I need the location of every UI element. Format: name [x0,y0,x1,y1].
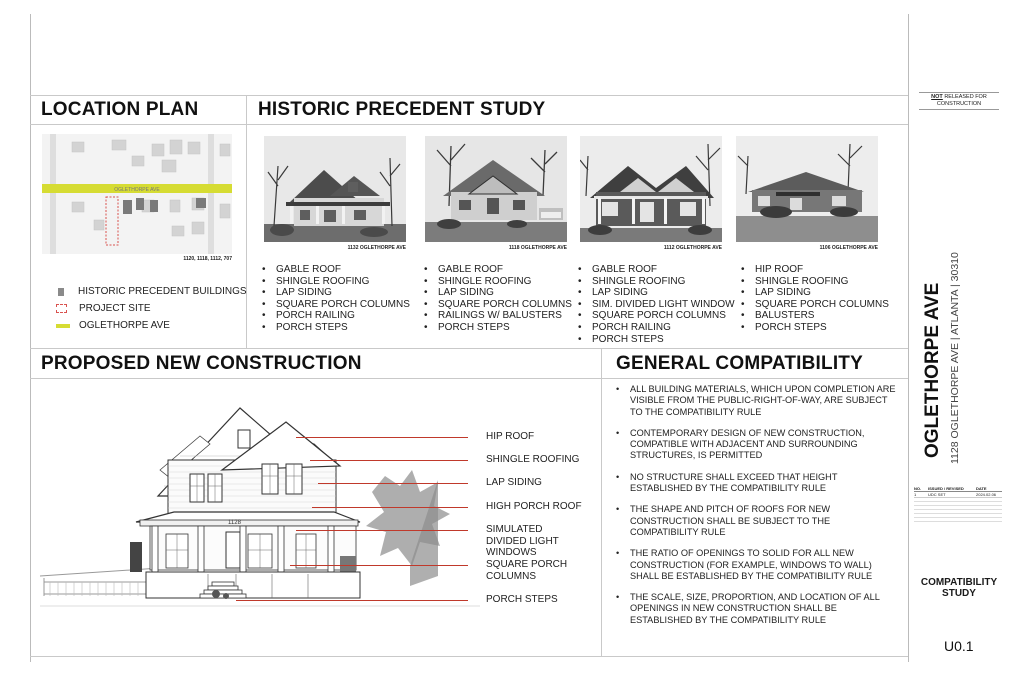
sheet-number: U0.1 [944,638,974,654]
col-divider-compat [601,348,602,656]
revision-table [914,486,1002,522]
row-divider-bottom [30,656,908,657]
compat-item: • THE SHAPE AND PITCH OF ROOFS FOR NEW CONSTRUCTION SHALL BE SUBJECT TO THE COMPATIBILITY RULE [616,504,896,538]
feature-item: • SQUARE PORCH COLUMNS [424,299,572,311]
feature-item: • LAP SIDING [578,287,735,299]
precedent-features-3 [578,264,735,345]
feature-item: • GABLE ROOF [424,264,572,276]
feature-item: • PORCH STEPS [424,322,572,334]
compat-item: • NO STRUCTURE SHALL EXCEED THAT HEIGHT ESTABLISHED BY THE COMPATIBILITY RULE [616,472,896,495]
precedent-caption-4: 1106 OGLETHORPE AVE [819,245,878,251]
callout-leader-high-porch-roof [312,507,468,508]
legend-label-street: OGLETHORPE AVE [79,320,170,331]
precedent-photo-1132 [264,136,406,242]
location-plan-title: LOCATION PLAN [41,99,199,120]
location-address-caption: 1120, 1118, 1112, 707 [183,256,232,262]
precedent-features-1 [262,264,410,334]
callout-shingle-roofing: SHINGLE ROOFING [486,454,580,465]
feature-item: • GABLE ROOF [578,264,735,276]
row-divider-top [30,95,908,96]
rev-header-date: DATE [976,486,987,491]
feature-item: • PORCH STEPS [741,322,889,334]
row-divider-header [30,124,908,125]
feature-item: • SQUARE PORCH COLUMNS [262,299,410,311]
compat-item: • THE SCALE, SIZE, PROPORTION, AND LOCATION OF ALL OPENINGS IN NEW CONSTRUCTION SHALL BE ESTABLISHED BY THE COMPATIBILITY RULE [616,592,896,626]
rev-header-issued: ISSUED / REVISED [928,486,964,491]
general-compatibility-title: GENERAL COMPATIBILITY [616,353,863,374]
precedent-study-title: HISTORIC PRECEDENT STUDY [258,99,546,120]
callout-leader-lap-siding [318,483,468,484]
feature-item: • SIM. DIVIDED LIGHT WINDOW [578,299,735,311]
feature-item: • LAP SIDING [262,287,410,299]
precedent-photo-1112 [580,136,722,242]
legend-label-project-site: PROJECT SITE [79,303,151,314]
legend-precedent-buildings [58,286,247,297]
legend-street [56,320,170,331]
sheet-title: COMPATIBILITY STUDY [920,577,998,599]
precedent-caption-3: 1112 OGLETHORPE AVE [663,245,722,251]
callout-sim-divided-light: SIMULATED DIVIDED LIGHT WINDOWS [486,524,559,559]
not-released-line2: CONSTRUCTION [936,101,982,107]
legend-label-precedent: HISTORIC PRECEDENT BUILDINGS [78,286,247,297]
sheet-left-border [30,14,31,662]
compatibility-list [616,384,896,636]
location-plan-map [42,134,232,254]
feature-item: • PORCH STEPS [578,334,735,346]
feature-item: • PORCH RAILING [578,322,735,334]
callout-high-porch-roof: HIGH PORCH ROOF [486,501,582,512]
not-released-rest: RELEASED FOR [942,94,987,100]
precedent-photo-1106 [736,136,878,242]
rev-header-no: NO. [914,486,922,491]
callout-hip-roof: HIP ROOF [486,431,535,442]
callout-leader-hip-roof [296,437,468,438]
callout-lap-siding: LAP SIDING [486,477,542,488]
not-released-prefix: NOT [931,94,943,100]
feature-item: • SHINGLE ROOFING [262,276,410,288]
feature-item: • PORCH RAILING [262,310,410,322]
not-released-stamp [919,92,999,110]
callout-leader-sim-divided-light [296,530,468,531]
project-name-vertical: OGLETHORPE AVE [922,282,943,458]
feature-item: • LAP SIDING [741,287,889,299]
precedent-building-swatch [58,288,64,296]
project-address-vertical: 1128 OGLETHORPE AVE | ATLANTA | 30310 [949,252,961,464]
callout-square-porch-columns: SQUARE PORCH COLUMNS [486,559,568,582]
feature-item: • SQUARE PORCH COLUMNS [578,310,735,322]
sheet-title-block-border [908,14,909,662]
feature-item: • SHINGLE ROOFING [424,276,572,288]
compat-item: • CONTEMPORARY DESIGN OF NEW CONSTRUCTION, COMPATIBLE WITH ADJACENT AND SURROUNDING STRUCTURES, IS PERMITTED [616,428,896,462]
callout-porch-steps: PORCH STEPS [486,594,558,605]
project-site-swatch [56,304,67,313]
rev-no: 1 [914,492,917,497]
callout-leader-square-porch-columns [290,565,468,566]
callout-leader-porch-steps [236,600,468,601]
proposed-construction-title: PROPOSED NEW CONSTRUCTION [41,353,362,374]
feature-item: • RAILINGS W/ BALUSTERS [424,310,572,322]
precedent-features-4 [741,264,889,334]
feature-item: • SHINGLE ROOFING [741,276,889,288]
feature-item: • HIP ROOF [741,264,889,276]
feature-item: • LAP SIDING [424,287,572,299]
compat-item: • THE RATIO OF OPENINGS TO SOLID FOR ALL NEW CONSTRUCTION (FOR EXAMPLE, WINDOWS TO WALL) SHALL BE ESTABLISHED BY THE COMPATIBILITY RULE [616,548,896,582]
row-divider-middle [30,348,908,349]
legend-project-site [56,303,151,314]
precedent-caption-1: 1132 OGLETHORPE AVE [347,245,406,251]
street-swatch [56,324,70,328]
feature-item: • SQUARE PORCH COLUMNS [741,299,889,311]
feature-item: • SHINGLE ROOFING [578,276,735,288]
col-divider-location [246,95,247,348]
proposed-house-number: 1128 [228,520,241,526]
row-divider-lower-header [30,378,908,379]
feature-item: • GABLE ROOF [262,264,410,276]
callout-leader-shingle-roofing [310,460,468,461]
precedent-features-2 [424,264,572,334]
rev-date: 2024.02.06 [976,492,997,497]
compat-item: • ALL BUILDING MATERIALS, WHICH UPON COMPLETION ARE VISIBLE FROM THE PUBLIC-RIGHT-OF-WAY, ARE SUBJECT TO THE COMPATIBILITY RULE [616,384,896,418]
precedent-caption-2: 1118 OGLETHORPE AVE [508,245,567,251]
rev-issued: UDC SET [928,492,946,497]
map-street-label: OGLETHORPE AVE [114,187,160,193]
feature-item: • BALUSTERS [741,310,889,322]
precedent-photo-1118 [425,136,567,242]
feature-item: • PORCH STEPS [262,322,410,334]
